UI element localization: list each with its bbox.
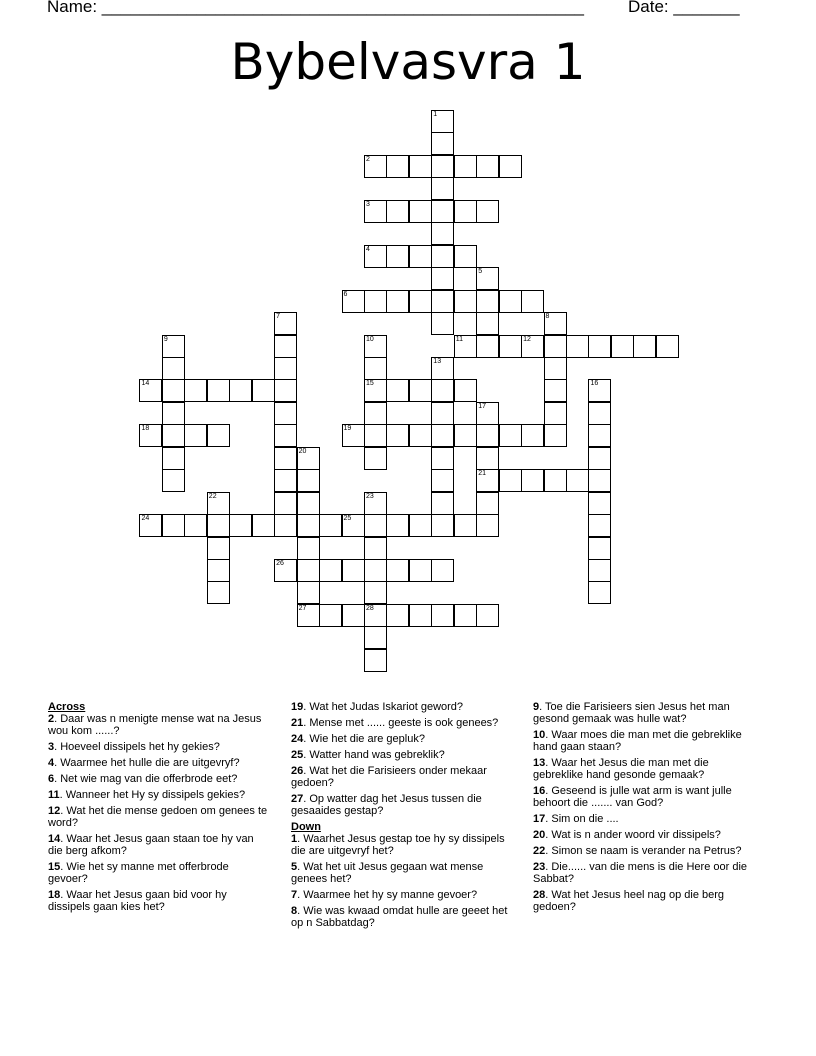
clue-item-text: . Waar het Jesus gaan bid voor hy dissipels gaan kies het? bbox=[48, 889, 227, 913]
grid-cell[interactable] bbox=[431, 604, 454, 627]
grid-cell[interactable] bbox=[431, 267, 454, 290]
grid-cell[interactable] bbox=[162, 379, 185, 402]
grid-cell[interactable] bbox=[409, 155, 432, 178]
grid-cell[interactable] bbox=[162, 335, 185, 358]
clue-item bbox=[48, 789, 270, 801]
clue-number: 16 bbox=[590, 380, 599, 388]
clue-item-text: . Geseend is julle wat arm is want julle behoort die ....... van God? bbox=[533, 785, 732, 809]
grid-cell[interactable] bbox=[454, 335, 477, 358]
clue-number: 19 bbox=[343, 425, 352, 433]
grid-cell[interactable] bbox=[274, 559, 297, 582]
grid-cell[interactable] bbox=[588, 402, 611, 425]
clue-item bbox=[291, 717, 513, 729]
grid-cell[interactable] bbox=[386, 245, 409, 268]
clue-item-text: . Wie was kwaad omdat hulle are geeet het op n Sabbatdag? bbox=[291, 905, 508, 929]
grid-cell[interactable] bbox=[252, 379, 275, 402]
clue-number: 13 bbox=[433, 357, 442, 365]
grid-cell[interactable] bbox=[521, 424, 544, 447]
grid-cell[interactable] bbox=[431, 379, 454, 402]
grid-cell[interactable] bbox=[476, 514, 499, 537]
grid-cell[interactable] bbox=[588, 469, 611, 492]
clue-item-text: . Waarmee het hulle die are uitgevryf? bbox=[54, 757, 240, 769]
grid-cell[interactable] bbox=[207, 379, 230, 402]
clue-item bbox=[533, 701, 755, 725]
clue-number: 27 bbox=[298, 604, 307, 612]
clue-item-text: . Waarmee het hy sy manne gevoer? bbox=[297, 889, 478, 901]
grid-cell[interactable] bbox=[364, 290, 387, 313]
grid-cell[interactable] bbox=[544, 357, 567, 380]
grid-cell[interactable] bbox=[454, 514, 477, 537]
grid-cell[interactable] bbox=[588, 492, 611, 515]
clue-item-number: 6 bbox=[48, 773, 55, 785]
clue-item-number: 18 bbox=[48, 889, 61, 901]
grid-cell[interactable] bbox=[364, 335, 387, 358]
grid-cell[interactable] bbox=[342, 424, 365, 447]
clue-item-text: . Daar was n menigte mense wat na Jesus wou kom ......? bbox=[48, 713, 262, 737]
clue-item-text: . Die...... van die mens is die Here oor die Sabbat? bbox=[533, 861, 748, 885]
grid-cell[interactable] bbox=[386, 424, 409, 447]
grid-cell[interactable] bbox=[386, 155, 409, 178]
grid-cell[interactable] bbox=[297, 559, 320, 582]
clue-item-text: . Waar het Jesus die man met die gebreklike hand gesonde gemaak? bbox=[533, 757, 709, 781]
clue-item-number: 9 bbox=[533, 701, 540, 713]
clue-item bbox=[533, 757, 755, 781]
grid-cell[interactable] bbox=[431, 290, 454, 313]
clue-item bbox=[533, 861, 755, 885]
grid-cell[interactable] bbox=[454, 155, 477, 178]
grid-cell[interactable] bbox=[588, 559, 611, 582]
grid-cell[interactable] bbox=[431, 559, 454, 582]
grid-cell[interactable] bbox=[476, 312, 499, 335]
grid-cell[interactable] bbox=[544, 379, 567, 402]
grid-cell[interactable] bbox=[229, 379, 252, 402]
grid-cell[interactable] bbox=[319, 604, 342, 627]
clues-column-3 bbox=[533, 701, 755, 917]
clue-number: 15 bbox=[365, 380, 374, 388]
clue-item bbox=[533, 785, 755, 809]
clue-number: 8 bbox=[545, 313, 550, 321]
clues-column-1 bbox=[48, 701, 270, 917]
clue-number: 18 bbox=[141, 425, 150, 433]
grid-cell[interactable] bbox=[162, 514, 185, 537]
grid-cell[interactable] bbox=[342, 604, 365, 627]
grid-cell[interactable] bbox=[476, 335, 499, 358]
grid-cell[interactable] bbox=[162, 424, 185, 447]
clue-item-text: . Toe die Farisieers sien Jesus het man gesond gemaak was hulle wat? bbox=[533, 701, 730, 725]
grid-cell[interactable] bbox=[521, 290, 544, 313]
grid-cell[interactable] bbox=[544, 424, 567, 447]
grid-cell[interactable] bbox=[274, 312, 297, 335]
clue-number: 3 bbox=[365, 200, 370, 208]
grid-cell[interactable] bbox=[364, 604, 387, 627]
clue-item-number: 24 bbox=[291, 733, 304, 745]
clue-item bbox=[48, 889, 270, 913]
grid-cell[interactable] bbox=[499, 469, 522, 492]
clue-item-text: . Watter hand was gebreklik? bbox=[303, 749, 445, 761]
grid-cell[interactable] bbox=[476, 200, 499, 223]
down-heading: Down bbox=[291, 821, 321, 833]
grid-cell[interactable] bbox=[431, 132, 454, 155]
clues-column-2 bbox=[291, 701, 513, 933]
clue-item-number: 17 bbox=[533, 813, 546, 825]
clue-item bbox=[48, 805, 270, 829]
grid-cell[interactable] bbox=[364, 537, 387, 560]
clue-item bbox=[291, 861, 513, 885]
grid-cell[interactable] bbox=[184, 424, 207, 447]
grid-cell[interactable] bbox=[476, 469, 499, 492]
clue-number: 20 bbox=[298, 447, 307, 455]
across-clue-list-cont bbox=[291, 701, 513, 817]
date-field[interactable]: Date: _______ bbox=[628, 0, 740, 16]
clue-item-number: 10 bbox=[533, 729, 546, 741]
grid-cell[interactable] bbox=[454, 290, 477, 313]
clue-item-number: 25 bbox=[291, 749, 304, 761]
grid-cell[interactable] bbox=[386, 290, 409, 313]
grid-cell[interactable] bbox=[409, 379, 432, 402]
clue-item-number: 2 bbox=[48, 713, 55, 725]
clue-item bbox=[291, 889, 513, 901]
clue-item-text: . Wat het uit Jesus gegaan wat mense genees het? bbox=[291, 861, 484, 885]
clue-item bbox=[533, 813, 755, 825]
clue-item-text: . Hoeveel dissipels het hy gekies? bbox=[54, 741, 220, 753]
grid-cell[interactable] bbox=[364, 379, 387, 402]
grid-cell[interactable] bbox=[139, 514, 162, 537]
grid-cell[interactable] bbox=[386, 200, 409, 223]
grid-cell[interactable] bbox=[476, 447, 499, 470]
clue-item bbox=[533, 889, 755, 913]
clue-item-text: . Wie het sy manne met offerbrode gevoer? bbox=[48, 861, 229, 885]
grid-cell[interactable] bbox=[364, 559, 387, 582]
clue-item-number: 23 bbox=[533, 861, 546, 873]
grid-cell[interactable] bbox=[499, 335, 522, 358]
grid-cell[interactable] bbox=[454, 424, 477, 447]
grid-cell[interactable] bbox=[274, 335, 297, 358]
grid-cell[interactable] bbox=[476, 402, 499, 425]
grid-cell[interactable] bbox=[476, 424, 499, 447]
across-clue-list bbox=[48, 713, 270, 913]
grid-cell[interactable] bbox=[544, 469, 567, 492]
clue-item bbox=[291, 793, 513, 817]
clue-item bbox=[291, 833, 513, 857]
grid-cell[interactable] bbox=[588, 379, 611, 402]
grid-cell[interactable] bbox=[297, 581, 320, 604]
grid-cell[interactable] bbox=[386, 559, 409, 582]
down-clue-list-cont bbox=[533, 701, 755, 913]
clue-number: 17 bbox=[478, 402, 486, 410]
grid-cell[interactable] bbox=[364, 649, 387, 672]
grid-cell[interactable] bbox=[274, 424, 297, 447]
page-title: Bybelvasvra 1 bbox=[230, 33, 586, 91]
clue-item bbox=[533, 729, 755, 753]
clue-item-text: . Net wie mag van die offerbrode eet? bbox=[54, 773, 238, 785]
clue-item-number: 19 bbox=[291, 701, 304, 713]
grid-cell[interactable] bbox=[342, 514, 365, 537]
clue-item-number: 28 bbox=[533, 889, 546, 901]
clue-item-number: 20 bbox=[533, 829, 546, 841]
grid-cell[interactable] bbox=[521, 335, 544, 358]
clue-item-number: 7 bbox=[291, 889, 298, 901]
clue-number: 21 bbox=[478, 470, 486, 478]
clue-item-number: 15 bbox=[48, 861, 61, 873]
clue-number: 1 bbox=[433, 111, 438, 118]
grid-cell[interactable] bbox=[566, 469, 589, 492]
clue-item-text: . Wat het Judas Iskariot geword? bbox=[303, 701, 464, 713]
grid-cell[interactable] bbox=[274, 402, 297, 425]
grid-cell[interactable] bbox=[162, 402, 185, 425]
grid-cell[interactable] bbox=[364, 402, 387, 425]
clue-number: 2 bbox=[365, 155, 370, 163]
grid-cell[interactable] bbox=[139, 424, 162, 447]
grid-cell[interactable] bbox=[588, 424, 611, 447]
grid-cell[interactable] bbox=[364, 492, 387, 515]
grid-cell[interactable] bbox=[409, 200, 432, 223]
grid-cell[interactable] bbox=[409, 559, 432, 582]
grid-cell[interactable] bbox=[364, 424, 387, 447]
grid-cell[interactable] bbox=[611, 335, 634, 358]
grid-cell[interactable] bbox=[342, 559, 365, 582]
grid-cell[interactable] bbox=[364, 245, 387, 268]
grid-cell[interactable] bbox=[656, 335, 679, 358]
grid-cell[interactable] bbox=[409, 290, 432, 313]
clue-item-text: . Mense met ...... geeste is ook genees? bbox=[303, 717, 499, 729]
grid-cell[interactable] bbox=[364, 155, 387, 178]
grid-cell[interactable] bbox=[207, 492, 230, 515]
grid-cell[interactable] bbox=[274, 357, 297, 380]
clue-item bbox=[48, 861, 270, 885]
clue-item-text: . Op watter dag het Jesus tussen die gesaaides gestap? bbox=[291, 793, 482, 817]
grid-cell[interactable] bbox=[274, 514, 297, 537]
grid-cell[interactable] bbox=[207, 424, 230, 447]
grid-cell[interactable] bbox=[274, 469, 297, 492]
clue-item bbox=[48, 773, 270, 785]
clue-item bbox=[291, 701, 513, 713]
clue-item-number: 11 bbox=[48, 789, 60, 801]
grid-cell[interactable] bbox=[476, 290, 499, 313]
grid-cell[interactable] bbox=[386, 604, 409, 627]
clue-item-text: . Wanneer het Hy sy dissipels gekies? bbox=[59, 789, 246, 801]
grid-cell[interactable] bbox=[207, 581, 230, 604]
grid-cell[interactable] bbox=[431, 200, 454, 223]
clue-number: 5 bbox=[478, 268, 483, 276]
grid-cell[interactable] bbox=[431, 155, 454, 178]
clue-number: 22 bbox=[208, 492, 217, 500]
grid-cell[interactable] bbox=[274, 447, 297, 470]
clue-item bbox=[291, 905, 513, 929]
clue-number: 12 bbox=[523, 335, 531, 343]
grid-cell[interactable] bbox=[544, 312, 567, 335]
grid-cell[interactable] bbox=[588, 581, 611, 604]
grid-cell[interactable] bbox=[499, 424, 522, 447]
grid-cell[interactable] bbox=[588, 335, 611, 358]
grid-cell[interactable] bbox=[544, 335, 567, 358]
grid-cell[interactable] bbox=[162, 357, 185, 380]
clue-item-number: 14 bbox=[48, 833, 61, 845]
across-heading: Across bbox=[48, 701, 86, 713]
clue-number: 7 bbox=[276, 313, 281, 321]
clue-item-number: 26 bbox=[291, 765, 304, 777]
clue-item-number: 8 bbox=[291, 905, 298, 917]
clue-item-number: 4 bbox=[48, 757, 55, 769]
clue-item-number: 1 bbox=[291, 833, 298, 845]
grid-cell[interactable] bbox=[454, 604, 477, 627]
clue-item-text: . Wat het die Farisieers onder mekaar gedoen? bbox=[291, 765, 487, 789]
clue-item bbox=[291, 749, 513, 761]
clue-item-text: . Simon se naam is verander na Petrus? bbox=[545, 845, 742, 857]
grid-cell[interactable] bbox=[588, 514, 611, 537]
clue-item-number: 13 bbox=[533, 757, 546, 769]
grid-cell[interactable] bbox=[297, 447, 320, 470]
grid-cell[interactable] bbox=[297, 604, 320, 627]
clue-item bbox=[48, 833, 270, 857]
clue-number: 28 bbox=[365, 604, 374, 612]
grid-cell[interactable] bbox=[521, 469, 544, 492]
clue-item bbox=[48, 713, 270, 737]
grid-cell[interactable] bbox=[252, 514, 275, 537]
clue-item-number: 3 bbox=[48, 741, 55, 753]
grid-cell[interactable] bbox=[162, 447, 185, 470]
grid-cell[interactable] bbox=[454, 245, 477, 268]
grid-cell[interactable] bbox=[476, 492, 499, 515]
grid-cell[interactable] bbox=[319, 514, 342, 537]
grid-cell[interactable] bbox=[274, 379, 297, 402]
clue-number: 10 bbox=[365, 335, 374, 343]
clue-item-number: 21 bbox=[291, 717, 304, 729]
clue-item bbox=[533, 845, 755, 857]
grid-cell[interactable] bbox=[364, 357, 387, 380]
grid-cell[interactable] bbox=[364, 514, 387, 537]
grid-cell[interactable] bbox=[297, 537, 320, 560]
clue-number: 24 bbox=[141, 515, 150, 523]
grid-cell[interactable] bbox=[409, 245, 432, 268]
grid-cell[interactable] bbox=[431, 177, 454, 200]
grid-cell[interactable] bbox=[431, 245, 454, 268]
grid-cell[interactable] bbox=[364, 626, 387, 649]
grid-cell[interactable] bbox=[431, 357, 454, 380]
grid-cell[interactable] bbox=[544, 402, 567, 425]
grid-cell[interactable] bbox=[342, 290, 365, 313]
clue-item-text: . Wat is n ander woord vir dissipels? bbox=[545, 829, 721, 841]
grid-cell[interactable] bbox=[588, 537, 611, 560]
grid-cell[interactable] bbox=[431, 492, 454, 515]
grid-cell[interactable] bbox=[476, 267, 499, 290]
clue-item-text: . Wat het die mense gedoen om genees te word? bbox=[48, 805, 268, 829]
grid-cell[interactable] bbox=[431, 312, 454, 335]
grid-cell[interactable] bbox=[409, 514, 432, 537]
grid-cell[interactable] bbox=[364, 581, 387, 604]
grid-cell[interactable] bbox=[409, 424, 432, 447]
down-clue-list bbox=[291, 833, 513, 929]
grid-cell[interactable] bbox=[364, 447, 387, 470]
grid-cell[interactable] bbox=[409, 604, 432, 627]
grid-cell[interactable] bbox=[431, 447, 454, 470]
grid-cell[interactable] bbox=[476, 604, 499, 627]
clue-item-number: 27 bbox=[291, 793, 304, 805]
grid-cell[interactable] bbox=[386, 379, 409, 402]
grid-cell[interactable] bbox=[431, 222, 454, 245]
grid-cell[interactable] bbox=[319, 559, 342, 582]
clue-item-text: . Waar moes die man met die gebreklike hand gaan staan? bbox=[533, 729, 742, 753]
clue-item-number: 16 bbox=[533, 785, 546, 797]
clue-item bbox=[291, 765, 513, 789]
clue-item bbox=[48, 757, 270, 769]
grid-cell[interactable] bbox=[454, 379, 477, 402]
grid-cell[interactable] bbox=[588, 447, 611, 470]
clue-item bbox=[533, 829, 755, 841]
clue-number: 26 bbox=[276, 560, 284, 567]
grid-cell[interactable] bbox=[431, 110, 454, 133]
grid-cell[interactable] bbox=[476, 155, 499, 178]
clue-number: 11 bbox=[455, 335, 464, 343]
grid-cell[interactable] bbox=[184, 379, 207, 402]
grid-cell[interactable] bbox=[499, 155, 522, 178]
grid-cell[interactable] bbox=[454, 200, 477, 223]
name-field[interactable]: Name: ___________________________________________________ bbox=[47, 0, 584, 16]
clue-item-text: . Wat het Jesus heel nag op die berg gedoen? bbox=[533, 889, 725, 913]
grid-cell[interactable] bbox=[566, 335, 589, 358]
clue-item-number: 12 bbox=[48, 805, 61, 817]
grid-cell[interactable] bbox=[633, 335, 656, 358]
grid-cell[interactable] bbox=[297, 514, 320, 537]
clue-number: 4 bbox=[365, 245, 370, 253]
clue-item-number: 5 bbox=[291, 861, 298, 873]
clue-number: 25 bbox=[343, 515, 352, 523]
grid-cell[interactable] bbox=[184, 514, 207, 537]
grid-cell[interactable] bbox=[207, 537, 230, 560]
grid-cell[interactable] bbox=[431, 469, 454, 492]
grid-cell[interactable] bbox=[162, 469, 185, 492]
clue-item-number: 22 bbox=[533, 845, 546, 857]
clue-number: 6 bbox=[343, 290, 348, 298]
clue-item-text: . Waarhet Jesus gestap toe hy sy dissipels die are uitgevryf het? bbox=[291, 833, 505, 857]
grid-cell[interactable] bbox=[431, 402, 454, 425]
clue-number: 9 bbox=[163, 335, 168, 343]
grid-cell[interactable] bbox=[207, 559, 230, 582]
grid-cell[interactable] bbox=[207, 514, 230, 537]
grid-cell[interactable] bbox=[229, 514, 252, 537]
clue-item-text: . Wie het die are gepluk? bbox=[303, 733, 425, 745]
grid-cell[interactable] bbox=[431, 424, 454, 447]
clue-item bbox=[291, 733, 513, 745]
grid-cell[interactable] bbox=[364, 200, 387, 223]
grid-cell[interactable] bbox=[274, 492, 297, 515]
clue-number: 14 bbox=[141, 380, 150, 388]
grid-cell[interactable] bbox=[297, 492, 320, 515]
clue-number: 23 bbox=[365, 492, 374, 500]
grid-cell[interactable] bbox=[386, 514, 409, 537]
clue-item-text: . Waar het Jesus gaan staan toe hy van die berg afkom? bbox=[48, 833, 254, 857]
clue-item-text: . Sim on die .... bbox=[545, 813, 619, 825]
clue-item bbox=[48, 741, 270, 753]
grid-cell[interactable] bbox=[431, 514, 454, 537]
grid-cell[interactable] bbox=[499, 290, 522, 313]
grid-cell[interactable] bbox=[139, 379, 162, 402]
grid-cell[interactable] bbox=[297, 469, 320, 492]
